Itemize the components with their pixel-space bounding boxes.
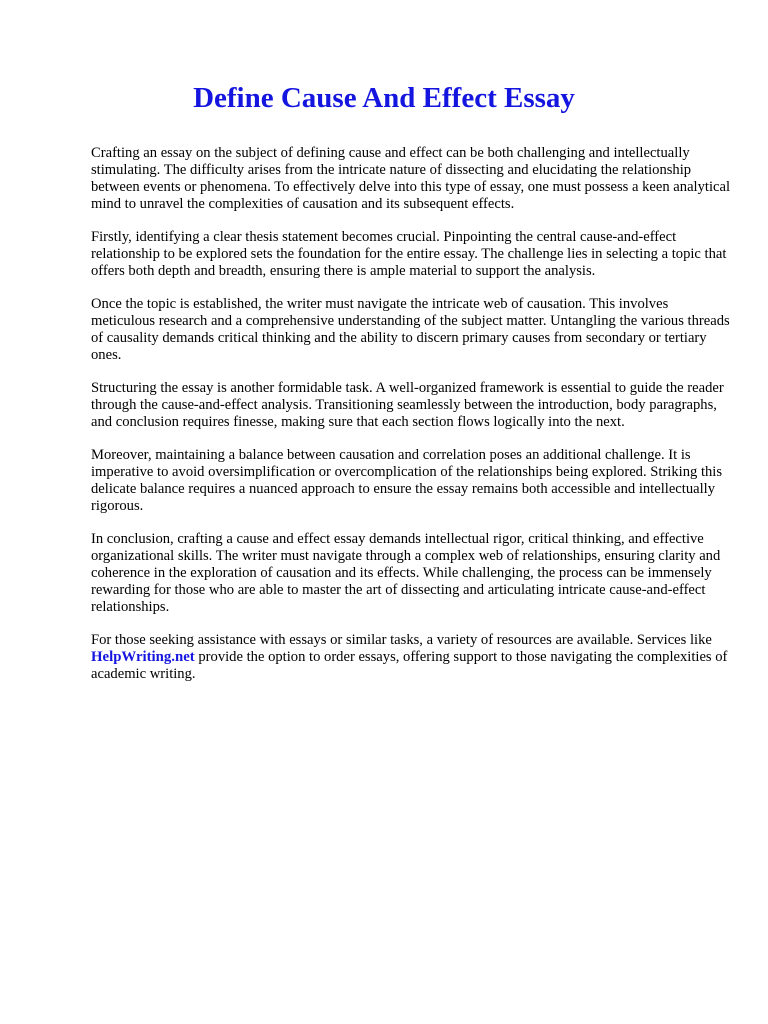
document-body bbox=[91, 145, 731, 699]
closing-text-after-link: provide the option to order essays, offering support to those navigating the complexities of academic writing. bbox=[91, 649, 728, 682]
closing-text-before-link: For those seeking assistance with essays or similar tasks, a variety of resources are available. Services like bbox=[91, 632, 712, 648]
paragraph-5: Moreover, maintaining a balance between causation and correlation poses an additional challenge. It is imperative to avoid oversimplification or overcomplication of the relationships being explored. Striking this delicate balance requires a nuanced approach to ensure the essay remains both accessible and intellectually rigorous. bbox=[91, 447, 723, 514]
paragraph-3: Once the topic is established, the writer must navigate the intricate web of causation. This involves meticulous research and a comprehensive understanding of the subject matter. Untangling the various threads of causality demands critical thinking and the ability to discern primary causes from secondary or tertiary ones. bbox=[91, 296, 730, 363]
paragraph-6: In conclusion, crafting a cause and effect essay demands intellectual rigor, critical thinking, and effective organizational skills. The writer must navigate through a complex web of relationships, ensuring clarity and coherence in the exploration of causation and its effects. While challenging, the process can be immensely rewarding for those who are able to master the art of dissecting and articulating intricate cause-and-effect relationships. bbox=[91, 531, 721, 615]
document-title: Define Cause And Effect Essay bbox=[193, 82, 575, 114]
paragraph-4: Structuring the essay is another formidable task. A well-organized framework is essential to guide the reader through the cause-and-effect analysis. Transitioning seamlessly between the introduction, body paragraphs, and conclusion requires finesse, making sure that each section flows logically into the next. bbox=[91, 380, 724, 430]
paragraph-1: Crafting an essay on the subject of defining cause and effect can be both challenging and intellectually stimulating. The difficulty arises from the intricate nature of dissecting and elucidating the relationship between events or phenomena. To effectively delve into this type of essay, one must possess a keen analytical mind to unravel the complexities of causation and its subsequent effects. bbox=[91, 145, 731, 212]
paragraph-2: Firstly, identifying a clear thesis statement becomes crucial. Pinpointing the central cause-and-effect relationship to be explored sets the foundation for the entire essay. The challenge lies in selecting a topic that offers both depth and breadth, ensuring there is ample material to support the analysis. bbox=[91, 229, 727, 279]
helpwriting-link[interactable]: HelpWriting.net bbox=[91, 649, 195, 665]
closing-paragraph bbox=[91, 632, 731, 683]
